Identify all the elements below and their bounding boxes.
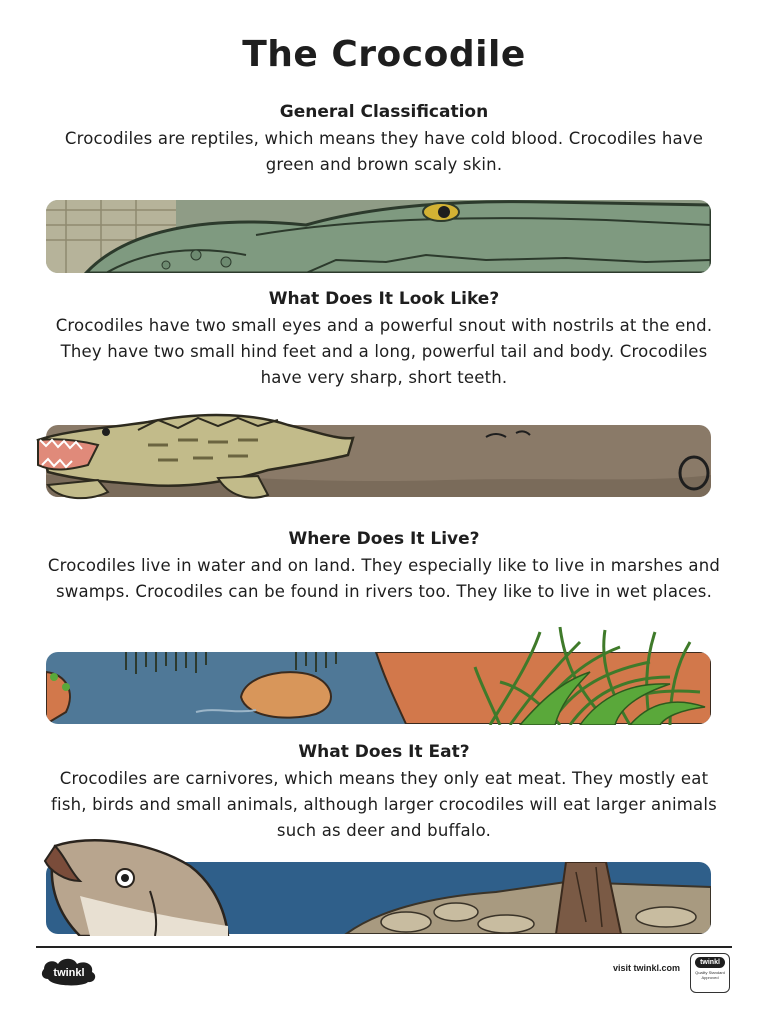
page-title: The Crocodile [242,34,526,75]
section-heading: What Does It Look Like? [268,289,500,309]
badge-text: Quality Standard Approved [695,970,725,980]
section-text: Crocodiles live in water and on land. They especially like to live in marshes and swamps. Crocodiles can be found in rivers too. They like to live in wet places. [47,556,721,601]
crocodile-head-illustration [46,200,711,273]
quality-badge [690,953,730,993]
grass-illustration [470,622,715,725]
crocodile-head-banner [46,200,711,273]
logo-text: twinkl [53,967,85,979]
twinkl-logo[interactable] [40,955,98,987]
section-where-does-it-live [40,527,728,605]
section-text: Crocodiles have two small eyes and a powerful snout with nostrils at the end. They have two small hind feet and a long, powerful tail and body. Crocodiles have very sharp, short teeth. [55,316,713,387]
section-general-classification [40,100,728,178]
section-heading: General Classification [279,102,489,122]
visit-link[interactable]: visit twinkl.com [612,963,680,973]
section-heading: What Does It Eat? [298,742,470,762]
badge-title: twinkl [695,957,725,968]
section-what-does-it-eat [40,740,728,844]
section-text: Crocodiles are carnivores, which means they only eat meat. They mostly eat fish, birds and small animals, although larger crocodiles will eat larger animals such as deer and buffalo. [51,769,717,840]
footer-divider [36,946,732,948]
section-text: Crocodiles are reptiles, which means they have cold blood. Crocodiles have green and brown scaly skin. [64,129,704,174]
section-heading: Where Does It Live? [288,529,480,549]
section-what-does-it-look-like [40,287,728,391]
crocodile-body-illustration [28,410,358,505]
fish-illustration [40,836,230,936]
